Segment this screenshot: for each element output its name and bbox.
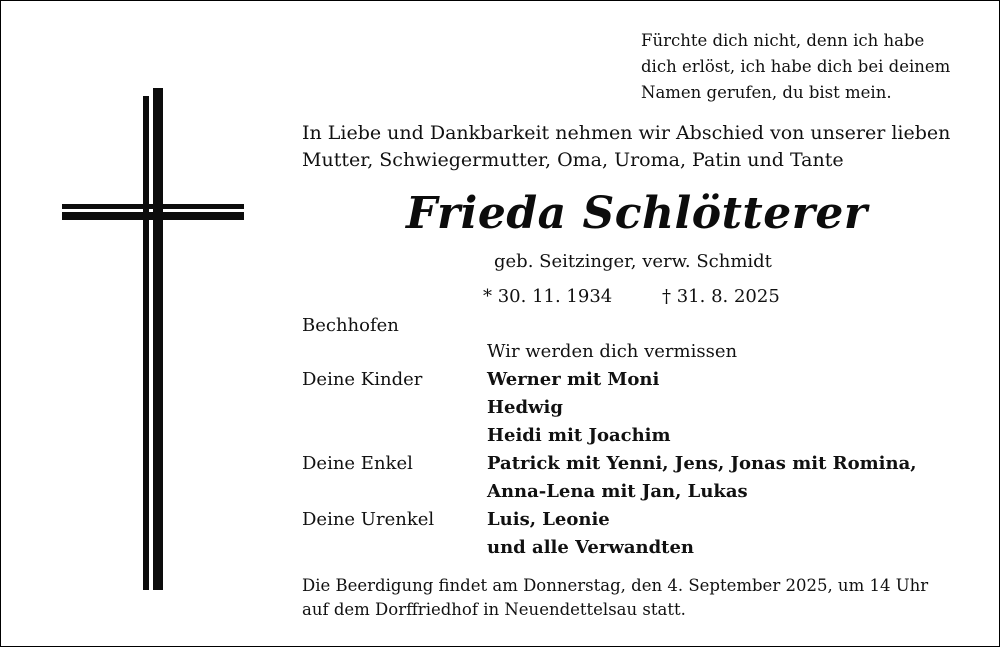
mourner-name: Patrick mit Yenni, Jens, Jonas mit Romina, — [487, 453, 917, 474]
mourner-name: Luis, Leonie — [487, 509, 610, 530]
relation-label: Deine Enkel — [302, 453, 413, 474]
birth-date: * 30. 11. 1934 — [483, 286, 613, 307]
intro-line: Mutter, Schwiegermutter, Oma, Uroma, Patin und Tante — [302, 149, 844, 171]
funeral-line: Die Beerdigung findet am Donnerstag, den 4. September 2025, um 14 Uhr — [302, 576, 929, 595]
verse-line: Fürchte dich nicht, denn ich habe — [641, 31, 925, 50]
mourner-name: Anna-Lena mit Jan, Lukas — [487, 481, 748, 502]
farewell-text: Wir werden dich vermissen — [487, 341, 738, 362]
verse-line: Namen gerufen, du bist mein. — [641, 83, 892, 102]
relation-label: Deine Kinder — [302, 369, 423, 390]
funeral-line: auf dem Dorffriedhof in Neuendettelsau statt. — [302, 600, 686, 619]
relation-label: Deine Urenkel — [302, 509, 435, 530]
mourner-name: Werner mit Moni — [487, 369, 660, 390]
deceased-name: Frieda Schlötterer — [406, 188, 868, 239]
death-date: † 31. 8. 2025 — [662, 286, 780, 307]
intro-line: In Liebe und Dankbarkeit nehmen wir Abschied von unserer lieben — [302, 122, 951, 144]
mourner-name: und alle Verwandten — [487, 537, 695, 558]
mourner-name: Heidi mit Joachim — [487, 425, 671, 446]
residence-place: Bechhofen — [302, 315, 399, 336]
verse-line: dich erlöst, ich habe dich bei deinem — [641, 57, 951, 76]
mourner-name: Hedwig — [487, 397, 563, 418]
birth-names: geb. Seitzinger, verw. Schmidt — [494, 251, 772, 272]
